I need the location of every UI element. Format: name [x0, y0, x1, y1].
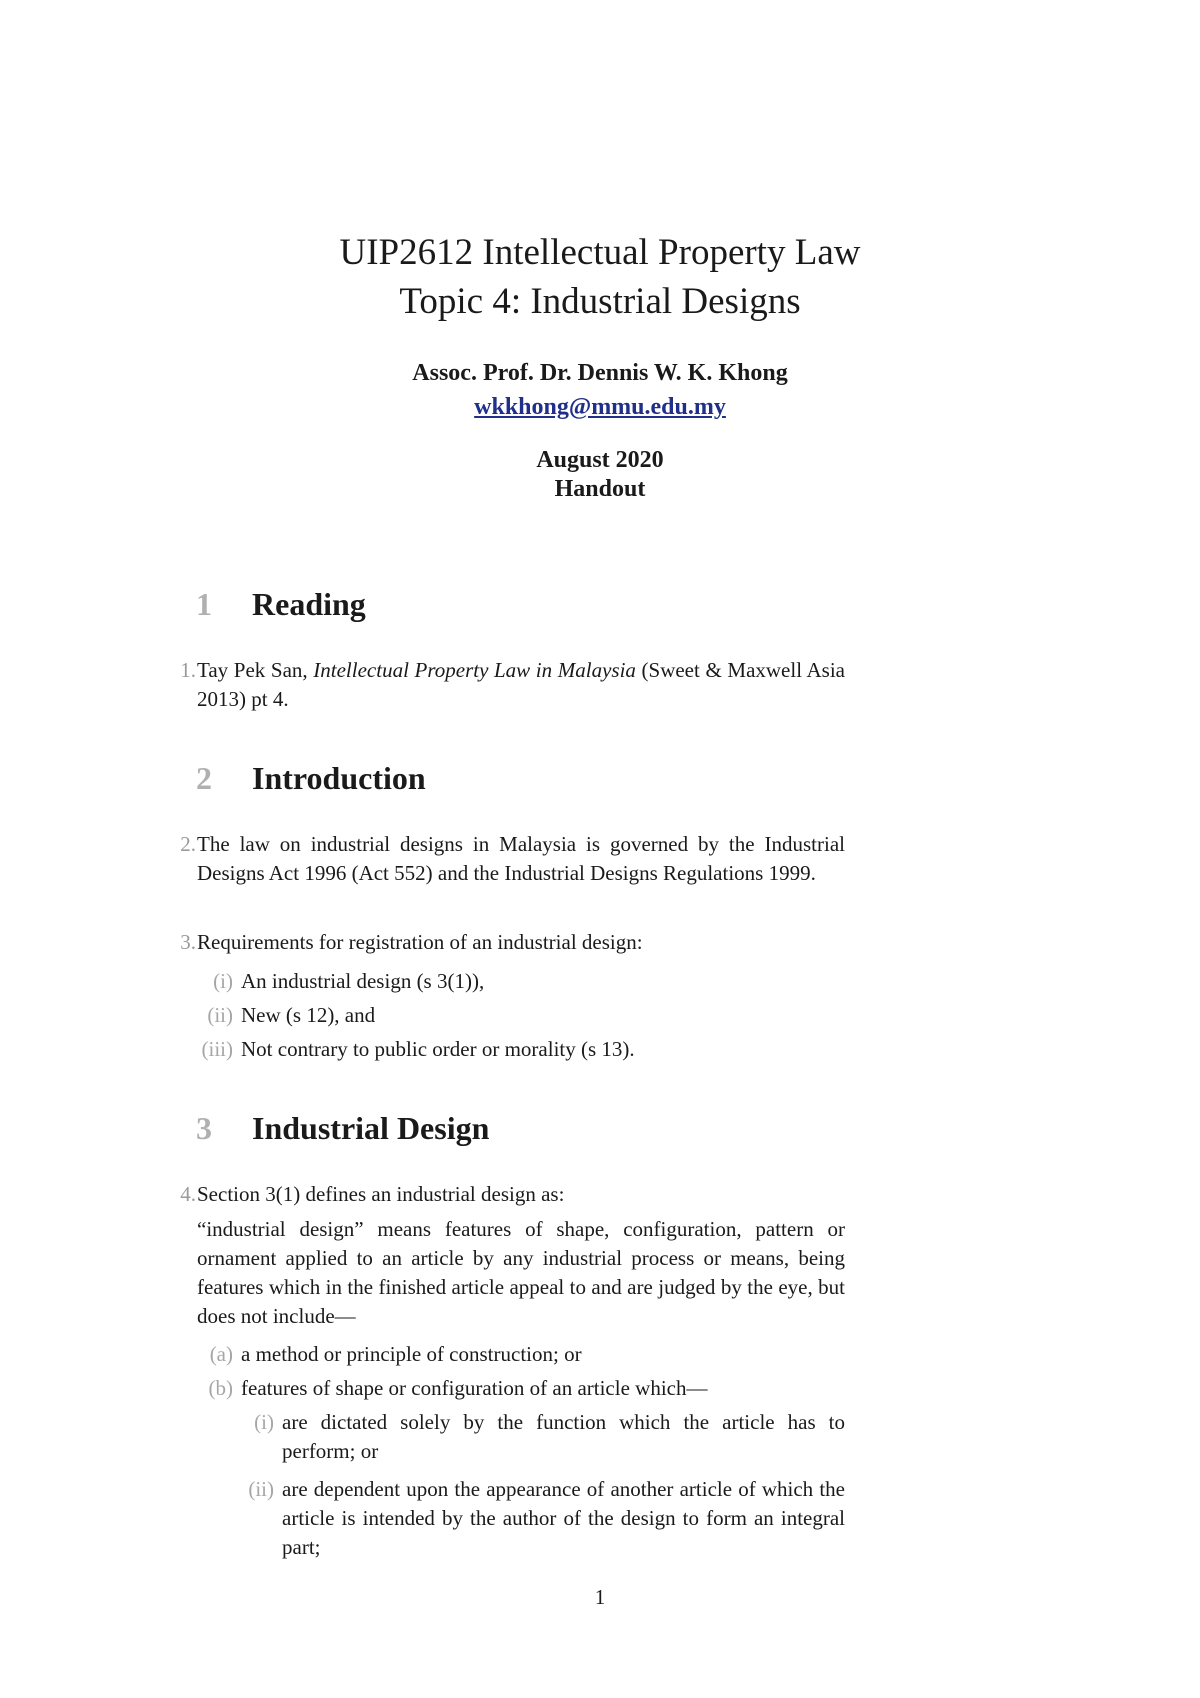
section-number: 2: [196, 760, 212, 796]
section-title: Introduction: [252, 760, 426, 796]
list-text: are dependent upon the appearance of another article of which the article is intended by the author of the design to form an integral part;: [282, 1477, 845, 1559]
list-item: [201, 1035, 635, 1064]
document-kind: Handout: [554, 476, 646, 502]
title-block: [0, 228, 1200, 504]
list-label: (i): [254, 1410, 274, 1434]
paragraph-text: Tay Pek San, Intellectual Property Law in Malaysia (Sweet & Maxwell Asia 2013) pt 4.: [197, 658, 845, 711]
paragraph-text: Section 3(1) defines an industrial design as:: [197, 1182, 565, 1206]
section-number: 1: [196, 586, 212, 622]
list-item: [208, 1374, 708, 1403]
document-date: August 2020: [536, 447, 664, 473]
list-item: [248, 1475, 845, 1562]
section-title: Reading: [252, 586, 366, 622]
list-text: New (s 12), and: [241, 1003, 376, 1027]
section-heading-reading: [196, 586, 366, 623]
paragraph-number: 2.: [180, 832, 196, 856]
list-text: features of shape or configuration of an article which—: [241, 1376, 708, 1400]
list-item: [209, 1340, 582, 1369]
list-label: (iii): [201, 1037, 233, 1061]
section-heading-industrial-design: [196, 1110, 489, 1147]
list-item: [207, 1001, 376, 1030]
list-item: [213, 967, 485, 996]
list-text: a method or principle of construction; or: [241, 1342, 582, 1366]
list-text: An industrial design (s 3(1)),: [241, 969, 485, 993]
paragraph-number: 1.: [180, 658, 196, 682]
document-title-line1: UIP2612 Intellectual Property Law: [339, 232, 861, 273]
list-label: (b): [208, 1376, 233, 1400]
paragraph-2: [170, 830, 845, 888]
book-title: Intellectual Property Law in Malaysia: [313, 658, 636, 682]
paragraph-number: 4.: [180, 1182, 196, 1206]
list-label: (i): [213, 969, 233, 993]
section-number: 3: [196, 1110, 212, 1146]
paragraph-4: [170, 1180, 845, 1209]
section-title: Industrial Design: [252, 1110, 490, 1146]
author-email-link[interactable]: wkkhong@mmu.edu.my: [474, 394, 726, 420]
author-name: Assoc. Prof. Dr. Dennis W. K. Khong: [412, 360, 788, 386]
list-label: (ii): [207, 1003, 233, 1027]
statutory-definition-quote: “industrial design” means features of shape, configuration, pattern or ornament applied to an article by any industrial process or means, being features which in the finished article appeal to and are judged by the eye, but does not include—: [197, 1217, 845, 1328]
paragraph-number: 3.: [180, 930, 196, 954]
paragraph-text: The law on industrial designs in Malaysia is governed by the Industrial Designs Act 1996 (Act 552) and the Industrial Designs Regulations 1999.: [197, 832, 845, 885]
document-title-line2: Topic 4: Industrial Designs: [399, 281, 801, 322]
list-text: are dictated solely by the function which the article has to perform; or: [282, 1410, 845, 1463]
paragraph-text: Requirements for registration of an industrial design:: [197, 930, 643, 954]
section-heading-introduction: [196, 760, 426, 797]
list-item: [254, 1408, 845, 1466]
list-label: (ii): [248, 1477, 274, 1501]
list-text: Not contrary to public order or morality (s 13).: [241, 1037, 635, 1061]
list-label: (a): [209, 1342, 233, 1366]
page-number: 1: [594, 1585, 606, 1609]
paragraph-3: [170, 928, 845, 957]
paragraph-1: [170, 656, 845, 714]
